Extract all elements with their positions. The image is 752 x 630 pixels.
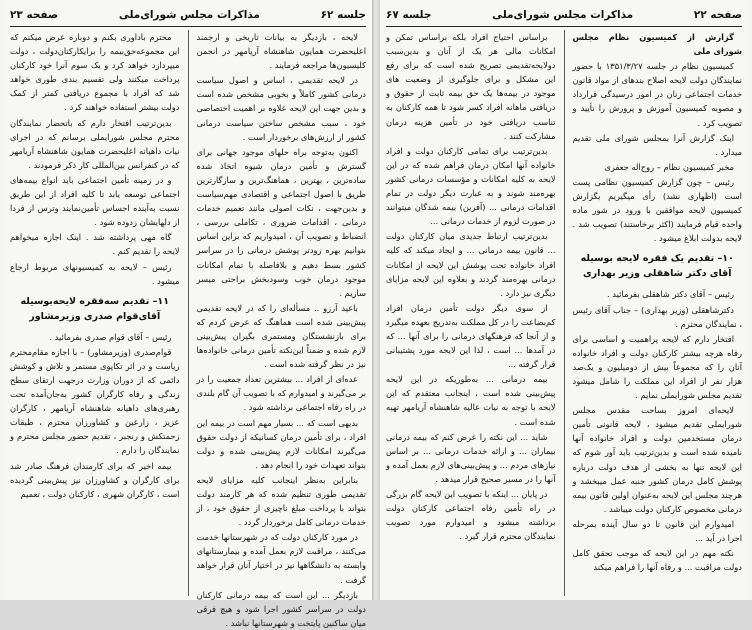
column-divider	[188, 30, 189, 596]
paragraph: بدین‌ترتیب افتخار دارم که باتحضار نمایندگان محترم مجلس شورایملی برسانم که در اجرای نیات داهیانه اعلیحضرت همایون شاهنشاه آریامهر که در کنفرانس بین‌المللی کار ذکر فرمودند .	[10, 117, 180, 170]
paragraph: کمیسیون نظام در جلسه ۱۳۵۱/۳/۲۷ با حضور نمایندگان دولت لایحه اصلاح بندهای از مواد قانون خدمات اجتماعی زنان در امور درسیدگی قرارداد و مصوبه کمیسیون آموزش و پرورش را تأیید و تصویب کرد .	[572, 61, 742, 128]
paragraph: از سوی دیگر دولت تأمین درمان افراد کم‌بضاعت را در کل مملکت به‌تدریج بعهده میگیرد و از آنجا که فرهنگهای درمانی را برای آنها ... که در آمدها ... است ، لذا این لایحه مورد پشتیبانی قرار گرفته ...	[386, 302, 556, 370]
signature-line: مخبر کمیسیون نظام – روح‌اله جعفری	[604, 161, 734, 172]
left-page-right-column	[196, 30, 367, 628]
paragraph: قوام‌صدری (وزیرمشاور) – با اجازه مقام‌محترم ریاست و در اثر تکاپوی مستمر و تلاش و کوشش دائمی که از دوران وزارت درجهت ارتقای سطح زندگی و رفاه کارگران کشور به‌جان‌آمده تحت رهبری‌های داهیانه شاهنشاه آریامهر ، کارگران عزیز ، زارعین و کشاورزان محترم ، طبقات زحمتکش و رنجبر ، تقدیم حضور مجلس محترم و نمایندگان را دارم .	[10, 346, 180, 456]
left-page	[4, 0, 372, 628]
paragraph: شاید ... این نکته را عرض کنم که بیمه درمانی بیماران ... و ارائه خدمات درمانی ... بر اساس نیازهای مردم ... و پیش‌بینی‌های لازم بعمل آمده و آنها را در مسیر صحیح قرار میدهد .	[386, 431, 556, 484]
paragraph: لایحه ، بازدیگر به بیانات تاریخی و ارجمند اعلیحضرت همایون شاهنشاه آریامهر در انجمن کلیسیون‌ها مراجعه فرمایند .	[196, 32, 366, 71]
paragraph: بدین‌ترتیب ارتباط جدیدی میان کارکنان دولت ... قانون بیمه درمانی ... و ایجاد میکند که کلیه افراد خانواده تحت پوشش این لایحه از امکانات درمانی بهره‌مند گردند و بعلاوه این لایحه مزایای دیگری نیز دارد .	[386, 231, 556, 298]
section-title: ۱۰– تقدیم یک فقره لایحه بوسیله آقای دکتر شاهقلی وزیر بهداری	[580, 253, 734, 280]
left-page-columns	[10, 30, 366, 628]
right-header-page-number: صفحه ۲۲	[693, 9, 742, 21]
left-header-session: جلسه ۶۲	[320, 9, 366, 21]
paragraph: لایحه‌ای امروز بساحت مقدس مجلس شورایملی تقدیم میشود ، لایحه قانونی تأمین درمان مستخدمین دولت و افراد خانواده آنها نامیده شده است و بدین‌ترتیب باید آور شوم که این لایحه تنها به بخشی از هدف دولت درباره پوشش کامل درمان کشور جنبه عمل میبخشد و هرچند مجلس این لایحه به‌عنوان اولین قانون بیمه درمانی مخصوص کارکنان دولت میباشد .	[572, 405, 742, 514]
paragraph: بازدیگر ... این است که بیمه درمانی کارکنان دولت در سراسر کشور اجرا شود و هیچ فرقی میان ساکنین پایتخت و شهرستانها نباشد .	[196, 589, 366, 628]
paragraph: در مورد کارکنان دولت که در شهرستانها خدمت می‌کنند ، مراقبت لازم بعمل آمده و بیمارستانهای وابسته به دانشگاهها نیز در اختیار آنان قرار خواهد گرفت .	[196, 532, 366, 585]
right-page-left-column	[386, 30, 556, 596]
paragraph: رئیس – آقای قوام صدری بفرمائید .	[49, 331, 172, 342]
left-page-left-column	[10, 30, 180, 596]
paragraph: بدیهی است که ... بسیار مهم است در بیمه این افراد ، برای تأمین درمان کسانیکه از دولت حقوق می‌گیرند امکانات لازم پیش‌بینی شده و دولت بتواند تعهدات خود را انجام دهد .	[196, 417, 366, 470]
right-page-right-column	[573, 30, 743, 596]
section-title: ۱۱– تقدیم سه‌فقره لایحه‌بوسیله آقای‌قوام صدری وزیرمشاور	[20, 295, 169, 322]
paragraph: رئیس – لایحه به کمیسیونهای مربوط ارجاع میشود .	[10, 261, 180, 286]
right-page-header	[386, 4, 742, 27]
right-header-session: جلسه ۶۷	[386, 9, 432, 21]
paragraph: رئیس – چون گزارش کمیسیون نظامی پست است (اظهاری نشد) رأی میگیریم بگزارش کمیسیون لایحه موافقین با ورود در شور ماده واحده قیام فرمایند (اکثر برخاستند) تصویب شد . لایحه بدولت ابلاغ میشود .	[572, 176, 742, 244]
column-divider	[564, 30, 565, 596]
left-header-page-number: صفحه ۲۳	[10, 9, 59, 21]
paragraph: اینک گزارش آنرا بمجلس شورای ملی تقدیم میدارد .	[572, 132, 742, 157]
paragraph: رئیس – آقای دکتر شاهقلی بفرمائید .	[607, 289, 734, 300]
paragraph: بیمه درمانی ... به‌طوریکه در این لایحه پیش‌بینی شده است ، اینجانب معتقدم که این لایحه با توجه به نیات عالیه شاهنشاه آریامهر تهیه شده است .	[386, 374, 556, 427]
paragraph: عده‌ای از افراد ... بیشترین تعداد جمعیت را در بر می‌گیرند و امیدوارم که با تصویب آن گام بلندی در راه رفاه اجتماعی برداشته شود .	[196, 374, 366, 413]
paragraph: دکترشاهقلی (وزیر بهداری) – جناب آقای رئیس ، نمایندگان محترم .	[572, 304, 742, 329]
paragraph: گاه مهی پرداشته شد . اینک اجازه میخواهم لایحه را تقدیم کنم .	[10, 232, 180, 257]
paragraph: در لایحه تقدیمی ، اساس و اصول سیاست درمانی کشور کاملاً و بخوبی مشخص شده است و بدین جهت این لایحه علاوه بر اهمیت اختصاصی خود ، سبب مشخص ساختن سیاست درمانی کشور از ارزش‌های برخوردار است .	[196, 75, 366, 142]
paragraph: در پایان ... اینکه با تصویب این لایحه گام بزرگی در راه تأمین رفاه اجتماعی کارکنان دولت برداشته میشود و امیدوارم مورد تصویب نمایندگان محترم قرار گیرد .	[386, 489, 556, 542]
paragraph: بیمه اخیر که برای کارمندان فرهنگ صادر شد برای کارگران و کشاورزان نیز پیش‌بینی گردیده است ، کارگران شهری ، کارکنان دولت ، تعمیم	[10, 460, 180, 499]
right-page	[380, 0, 748, 600]
left-page-header	[10, 4, 366, 27]
paragraph: نکته مهم در این لایحه که موجب تحقق کامل دولت مراقبت ... و رفاه آنها را فراهم میکند	[572, 548, 742, 573]
report-heading: گزارش از کمیسیون نظام مجلس شورای ملی	[572, 32, 742, 57]
paragraph: امیدوارم این قانون تا دو سال آینده بمرحله اجرا در آید ...	[572, 518, 742, 543]
paragraph: بنابراین به‌نظر اینجانب کلیه مزایای لایحه تقدیمی طوری تنظیم شده که هر کارمند دولت بتواند با پرداخت مبلغ ناچیزی از حقوق خود ، از خدمات درمانی کامل برخوردار گردد .	[196, 474, 366, 528]
book-gutter	[372, 0, 380, 600]
paragraph: افتخار دارم که لایحه پراهمیت و اساسی برای رفاه هرچه بیشتر کارکنان دولت و افراد خانواده آنان را که مجموعاً بیش از دومیلیون و یک‌صد هزار نفر از افراد این مملکت را شامل میشود تقدیم مجلس شورایملی نمایم .	[572, 333, 742, 401]
right-page-columns	[386, 30, 742, 596]
paragraph: محترم باداوری بکنم و دوباره عرض میکنم که این مجموعه‌حق‌بیمه را برایکارکنان‌دولت ، دولت میپردازد خواهد کرد و یک سوم آنرا خود کارکنان پرداخت میکنند ولی تقسیم بندی طوری خواهد شد که افراد با مجموع دریافتی کمتر از کمک دولت بیشتر استفاده خواهند کرد .	[10, 32, 180, 113]
paragraph: براساس احتیاج افراد بلکه براساس تمکن و امکانات مالی هر یک از آنان و بدین‌سبب‌ دولایحه‌تقدیمی تصریح شده است که برای رفع این مشکل و برای جلوگیری از وضعیت های موجود در بیمه‌ها یک حق بیمه ثابت از حقوق و دریافتی ماهانه افراد کسر شود تا همه کارکنان به تناسب دریافتی خود در تأمین هزینه درمان مشارکت کنند .	[386, 32, 556, 141]
paragraph: اکنون به‌توجه براه حلهای موجود جهانی برای گسترش و تأمین درمان شیوه اتخاذ شده ساده‌ترین ، بهترین ، هماهنگ‌ترین و سازگارترین طریق با اصول اجتماعی و اقتصادی مهم‌سیاست و بدین‌جهت ، نکات اصولی مانند تعمیم خدمات درمانی ، اقدامات ضروری ، تکاملی بررسی ، انضباط و تصویب آن ، امیدواریم که براین اساس بتوانیم بهره زودتر پوشش درمانی را در سراسر کشور بسط دهیم و بلافاصله با تمام امکانات موجود درمان خوب وسودبخش براحتی میسر سازیم .	[196, 146, 366, 298]
paragraph: باعید آرزو .. مسأله‌ای را که در لایحه تقدیمی پیش‌بینی شده است هماهنگ که عرض کردم که برای بازنشستگان ومستمری بگیران پیش‌بینی لازم شده و ضمناً این‌نکته تأمین درمانی خانواده‌ها نیز در نظر گرفته شده است .	[196, 302, 366, 370]
right-header-title: مذاکرات مجلس شورای‌ملی	[492, 9, 634, 21]
paragraph: و در زمینه تأمین اجتماعی باید انواع بیمه‌های اجتماعی توسعه یابد تا کلیه افراد از این طریق نسبت به‌آینده احساس تأمین‌نمایند وترس از فردا از دلهایشان زدوده شود .	[10, 174, 180, 228]
left-header-title: مذاکرات مجلس شورای‌ملی	[118, 9, 260, 21]
paragraph: بدین‌ترتیب برای تمامی کارکنان دولت و افراد خانواده آنها امکان درمان فراهم شده که در این لایحه به‌‌ کلیه امکانات و مؤسسات درمانی کشور بهره‌مند شوند و به عبارت دیگر دولت در تمام اقدامات درمانی ... (آفرین) بیمه شدگان میتوانند در صورت لزوم از خدمات درمانی ...	[386, 145, 556, 227]
